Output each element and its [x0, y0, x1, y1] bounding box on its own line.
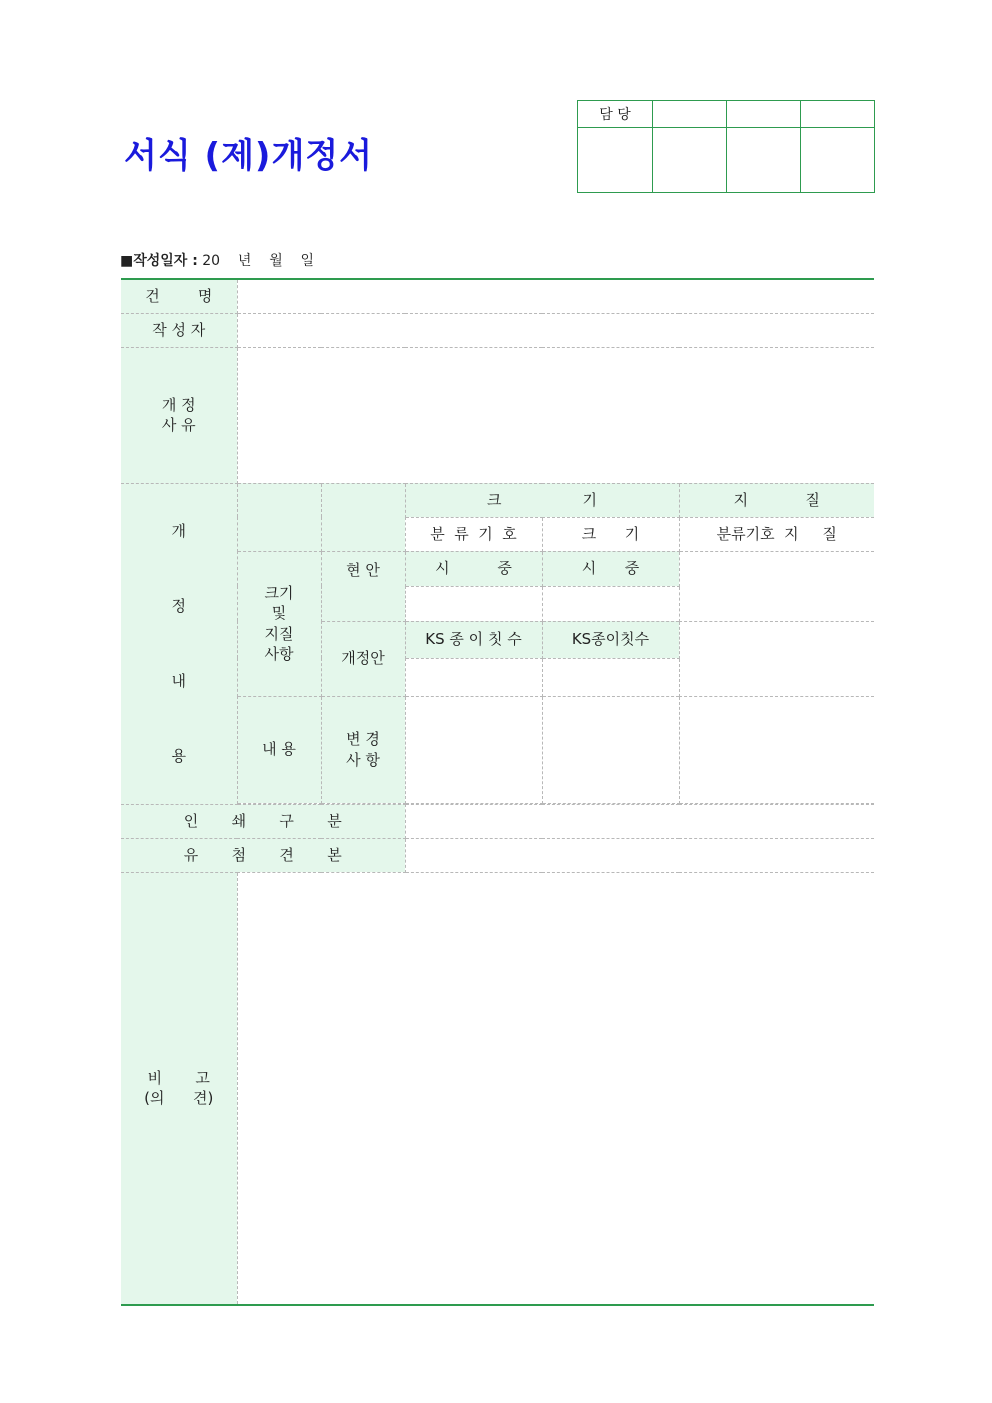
revision-char: 개 [171, 521, 186, 540]
approval-header-cell [801, 101, 875, 128]
size-paper-line: 및 [271, 604, 287, 623]
change-label [321, 696, 405, 803]
subject-field[interactable] [237, 279, 874, 313]
blank-header-cell [321, 483, 405, 551]
size-header: 크 기 [405, 483, 679, 517]
approval-header-cell [727, 101, 801, 128]
class-code-header: 분 류 기 호 [405, 517, 542, 551]
print-class-label: 인 쇄 구 분 [121, 804, 405, 838]
size-paper-line: 사항 [264, 644, 294, 663]
class-paper-header: 분류기호 지 질 [679, 517, 874, 551]
reason-label-line1: 개 정 [161, 395, 196, 414]
date-label: 작성일자 : [133, 253, 198, 269]
reason-label [121, 347, 237, 483]
current-b-field[interactable] [542, 586, 679, 621]
date-line [120, 250, 314, 270]
subject-label: 건 명 [121, 279, 237, 313]
proposed-a-field[interactable] [405, 658, 542, 696]
current-a-field[interactable] [405, 586, 542, 621]
proposed-a: KS 종 이 칫 수 [405, 621, 542, 658]
date-value: 20 년 월 일 [202, 253, 315, 269]
remarks-label-line1: 비 고 [147, 1069, 210, 1087]
size-paper-line: 크기 [264, 584, 294, 602]
author-field[interactable] [237, 313, 874, 347]
blank-header-cell [237, 483, 321, 551]
change-label-line2: 사 항 [346, 750, 380, 769]
revision-content-label [121, 483, 237, 804]
remarks-label [121, 872, 237, 1305]
approval-label: 담 당 [578, 101, 653, 128]
size-subheader: 크 기 [542, 517, 679, 551]
approval-sign-cell[interactable] [653, 128, 727, 193]
approval-sign-cell[interactable] [801, 128, 875, 193]
proposed-b: KS종이칫수 [542, 621, 679, 658]
specimen-field[interactable] [405, 838, 874, 872]
change-field[interactable] [542, 696, 679, 803]
proposed-paper-field[interactable] [679, 621, 874, 696]
current-a: 시 중 [405, 551, 542, 586]
revision-char: 정 [171, 596, 186, 615]
print-class-field[interactable] [405, 804, 874, 838]
reason-field[interactable] [237, 347, 874, 483]
remarks-label-line2: (의 견) [144, 1089, 214, 1108]
current-label-text: 현 안 [346, 560, 380, 579]
current-label [321, 551, 405, 621]
page-title: 서식 (제)개정서 [124, 136, 373, 176]
change-field[interactable] [405, 696, 542, 803]
size-paper-label [237, 551, 321, 696]
content-label: 내 용 [237, 696, 321, 803]
revision-char: 용 [171, 746, 186, 765]
revision-form [121, 278, 874, 1306]
current-b: 시 중 [542, 551, 679, 586]
proposed-b-field[interactable] [542, 658, 679, 696]
approval-sign-cell[interactable] [727, 128, 801, 193]
approval-sign-cell[interactable] [578, 128, 653, 193]
change-label-line1: 변 경 [346, 730, 380, 749]
current-paper-field[interactable] [679, 551, 874, 621]
proposed-label: 개정안 [321, 621, 405, 696]
change-field[interactable] [679, 696, 874, 803]
square-bullet-icon: ■ [120, 253, 134, 269]
approval-header-cell [653, 101, 727, 128]
author-label: 작 성 자 [121, 313, 237, 347]
remarks-field[interactable] [237, 872, 874, 1305]
paper-header: 지 질 [679, 483, 874, 517]
approval-box [577, 100, 875, 193]
specimen-label: 유 첨 견 본 [121, 838, 405, 872]
revision-char: 내 [171, 671, 186, 690]
size-paper-line: 지질 [264, 624, 294, 643]
reason-label-line2: 사 유 [161, 416, 196, 434]
